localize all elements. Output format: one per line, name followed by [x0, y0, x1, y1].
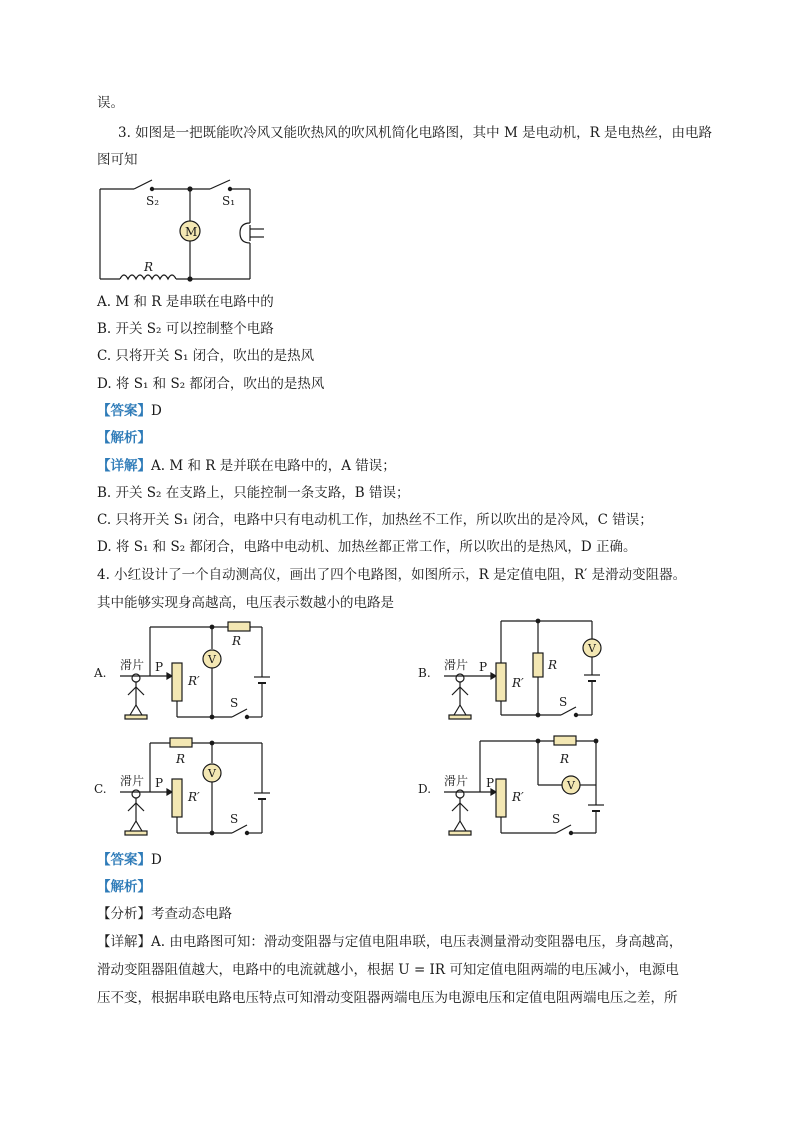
q4-detail-3: 压不变，根据串联电路电压特点可知滑动变阻器两端电压为电源电压和定值电阻两端电压之差，所 [97, 990, 678, 1006]
rheostat-label: R′ [188, 790, 200, 804]
hair-dryer-circuit-diagram [92, 175, 292, 290]
voltmeter-label: V [588, 642, 596, 655]
q3-option-b: B. 开关 S₂ 可以控制整个电路 [97, 321, 274, 337]
rheostat-r-prime [496, 779, 506, 817]
analysis-sub-label: 【分析】 [97, 906, 151, 922]
rheostat-label: R′ [512, 790, 524, 804]
switch-s2 [134, 180, 152, 189]
resistor-r [228, 622, 250, 631]
resistor-label: R [548, 658, 558, 672]
q3-option-d: D. 将 S₁ 和 S₂ 都闭合，吹出的是热风 [97, 376, 325, 392]
switch-s1 [210, 180, 230, 189]
option-label: B. [418, 666, 431, 680]
circuit-diagram-c [92, 733, 292, 841]
resistor-r [533, 653, 543, 677]
detail-label: 【详解】 [97, 458, 151, 474]
analysis-label: 【解析】 [97, 879, 151, 895]
detail-text: A. 由电路图可知：滑动变阻器与定值电阻串联，电压表测量滑动变阻器电压，身高越高， [151, 934, 683, 950]
slider-p-label: P [155, 776, 164, 790]
option-label: D. [418, 782, 432, 796]
q3-option-a: A. M 和 R 是串联在电路中的 [97, 294, 274, 310]
rheostat-r-prime [172, 663, 182, 701]
resistor-label: R [560, 752, 570, 766]
slider-p-label: P [486, 776, 495, 790]
rheostat-r-prime [496, 663, 506, 701]
q3-analysis-heading [97, 429, 151, 447]
switch-s [232, 825, 247, 833]
resistor-label: R [176, 752, 186, 766]
circuit-diagram-b [416, 615, 616, 725]
q4-detail-2: 滑动变阻器阻值越大，电路中的电流就越小，根据 U = IR 可知定值电阻两端的电压减小，电源电 [97, 962, 679, 978]
label-s2: S₂ [146, 194, 160, 208]
rheostat-label: R′ [188, 674, 200, 688]
slider-label: 滑片 [444, 774, 469, 788]
q3-stem-line-2: 图可知 [97, 152, 138, 168]
slider-p-label: P [479, 660, 488, 674]
switch-s [556, 825, 571, 833]
slider-label: 滑片 [120, 774, 145, 788]
slider-label: 滑片 [120, 658, 145, 672]
q4-stem-line-1: 4. 小红设计了一个自动测高仪，画出了四个电路图，如图所示，R 是定值电阻，R′ 是滑动变阻器。 [97, 567, 687, 583]
rheostat-label: R′ [512, 676, 524, 690]
rheostat-r-prime [172, 779, 182, 817]
slider-p-label: P [155, 660, 164, 674]
answer-value: D [151, 403, 162, 419]
switch-label: S [230, 696, 239, 710]
q4-analysis-heading [97, 878, 151, 896]
answer-label: 【答案】 [97, 403, 151, 419]
text-line: 误。 [97, 95, 124, 111]
resistor-label: R [232, 634, 242, 648]
slider-label: 滑片 [444, 658, 469, 672]
label-r: R [144, 260, 154, 274]
q3-detail-c: C. 只将开关 S₁ 闭合，电路中只有电动机工作，加热丝不工作，所以吹出的是冷风，C 错误； [97, 512, 653, 528]
q4-detail-1 [97, 933, 682, 951]
detail-text: A. M 和 R 是并联在电路中的，A 错误； [151, 458, 396, 474]
option-label: C. [94, 782, 107, 796]
answer-label: 【答案】 [97, 852, 151, 868]
q3-detail-b: B. 开关 S₂ 在支路上，只能控制一条支路，B 错误； [97, 485, 410, 501]
option-label: A. [94, 666, 107, 680]
voltmeter-label: V [208, 653, 216, 666]
resistor-r [554, 736, 576, 745]
detail-label: 【详解】 [97, 934, 151, 950]
label-motor: M [185, 225, 198, 239]
q3-detail-a [97, 457, 396, 475]
switch-s [232, 709, 247, 717]
switch-label: S [552, 812, 561, 826]
q4-answer [97, 851, 162, 869]
q3-option-c: C. 只将开关 S₁ 闭合，吹出的是热风 [97, 348, 315, 364]
voltmeter-label: V [567, 779, 575, 792]
switch-label: S [559, 695, 568, 709]
q3-answer [97, 402, 162, 420]
answer-value: D [151, 852, 162, 868]
q4-analysis [97, 905, 232, 923]
q3-detail-d: D. 将 S₁ 和 S₂ 都闭合，电路中电动机、加热丝都正常工作，所以吹出的是热风，D 正确。 [97, 539, 637, 555]
voltmeter-label: V [208, 767, 216, 780]
circuit-diagram-a [92, 615, 292, 725]
label-s1: S₁ [222, 194, 236, 208]
heater-coil-r [120, 275, 176, 279]
resistor-r [170, 738, 192, 747]
circuit-diagram-d [416, 733, 616, 841]
analysis-text: 考查动态电路 [151, 906, 232, 922]
switch-label: S [230, 812, 239, 826]
plug-icon [240, 223, 250, 243]
analysis-label: 【解析】 [97, 430, 151, 446]
q4-stem-line-2: 其中能够实现身高越高，电压表示数越小的电路是 [97, 595, 394, 611]
q3-stem-line-1: 3. 如图是一把既能吹冷风又能吹热风的吹风机简化电路图，其中 M 是电动机，R 是电热丝，由电路 [118, 125, 713, 141]
